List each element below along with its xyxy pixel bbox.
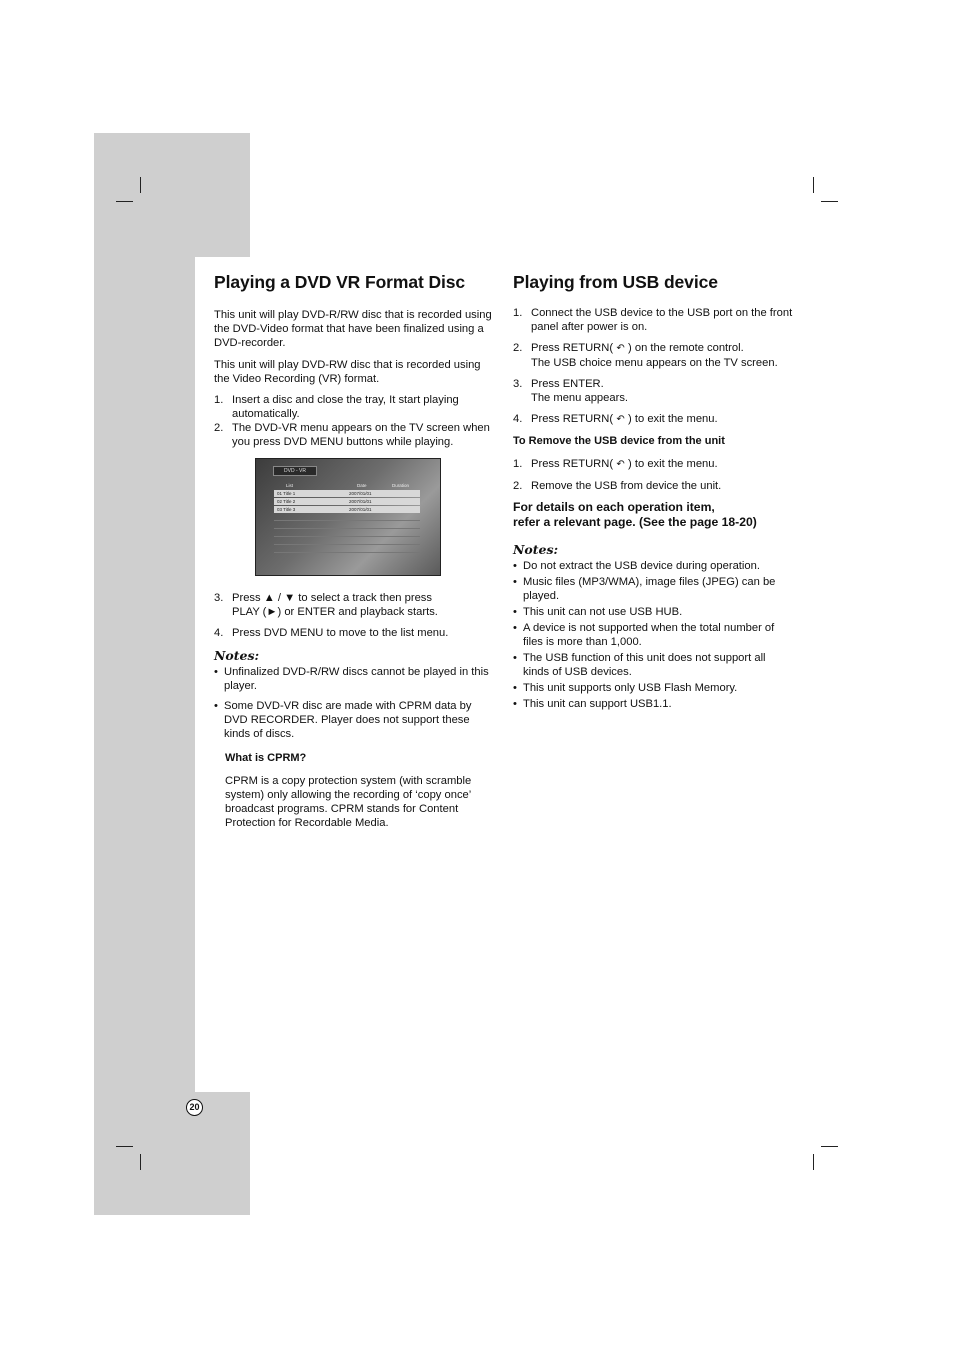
crop-mark bbox=[140, 1154, 141, 1170]
menu-row bbox=[274, 498, 420, 505]
step-number: 3. bbox=[513, 378, 523, 390]
step-text: Press ENTER. bbox=[531, 378, 604, 390]
step-number: 1. bbox=[214, 394, 224, 406]
crop-mark bbox=[813, 177, 814, 193]
step-text: Press ▲ / ▼ to select a track then press bbox=[232, 592, 432, 604]
return-arrow-icon: ↶ bbox=[616, 414, 625, 425]
note-item: • Music files (MP3/WMA), image files (JPEG) can be played. bbox=[513, 575, 793, 603]
row-title: 01 Title 1 bbox=[277, 491, 296, 496]
note-item: • Unfinalized DVD-R/RW discs cannot be played in this player. bbox=[214, 665, 496, 693]
step-text: The DVD-VR menu appears on the TV screen when you press DVD MENU buttons while playing. bbox=[232, 422, 490, 448]
note-item: • This unit can support USB1.1. bbox=[513, 697, 793, 711]
step-number: 2. bbox=[513, 342, 523, 354]
step-number: 3. bbox=[214, 592, 224, 604]
empty-row-divider bbox=[274, 536, 420, 537]
empty-row-divider bbox=[274, 552, 420, 553]
side-band-bottom bbox=[94, 1092, 250, 1215]
side-band-middle bbox=[94, 257, 195, 1093]
cprm-paragraph: CPRM is a copy protection system (with scramble system) only allowing the recording of ‘copy once’ broadcast programs. CPRM stands for Content Protection for Recordable Media. bbox=[225, 775, 472, 829]
step-text: Remove the USB from device the unit. bbox=[531, 480, 722, 492]
cprm-heading: What is CPRM? bbox=[225, 752, 307, 764]
step-item bbox=[513, 457, 793, 472]
crop-mark bbox=[116, 1146, 133, 1147]
step-number: 4. bbox=[214, 627, 224, 639]
step-text: Press RETURN( bbox=[531, 458, 614, 470]
step-text: Insert a disc and close the tray, It start playing automatically. bbox=[232, 394, 459, 420]
row-date: 2007/01/01 bbox=[349, 507, 372, 512]
notes-heading: Notes: bbox=[513, 542, 559, 557]
step-item bbox=[513, 377, 793, 405]
step-text: The USB choice menu appears on the TV screen. bbox=[531, 357, 778, 369]
intro-paragraph: This unit will play DVD-R/RW disc that is recorded using the DVD-Video format that have been finalized using a DVD-recorder. bbox=[214, 309, 492, 349]
step-text: The menu appears. bbox=[531, 392, 629, 404]
notes-heading: Notes: bbox=[214, 648, 260, 663]
note-item: • This unit supports only USB Flash Memory. bbox=[513, 681, 793, 695]
menu-tag: DVD - VR bbox=[273, 466, 317, 476]
crop-mark bbox=[140, 177, 141, 193]
step-text: Connect the USB device to the USB port on the front panel after power is on. bbox=[531, 307, 793, 333]
step-number: 1. bbox=[513, 307, 523, 319]
duration-column-header: Duration bbox=[392, 483, 410, 488]
dvd-vr-menu-screenshot bbox=[255, 458, 441, 576]
step-text: Press RETURN( bbox=[531, 342, 614, 354]
step-text: PLAY (►) or ENTER and playback starts. bbox=[232, 606, 438, 618]
remove-usb-heading: To Remove the USB device from the unit bbox=[513, 435, 725, 447]
row-title: 03 Title 3 bbox=[277, 507, 296, 512]
return-arrow-icon: ↶ bbox=[616, 343, 625, 354]
details-note bbox=[513, 500, 793, 530]
empty-row-divider bbox=[274, 520, 420, 521]
note-item: • Some DVD-VR disc are made with CPRM data by DVD RECORDER. Player does not support these kinds of discs. bbox=[214, 699, 496, 741]
crop-mark bbox=[813, 1154, 814, 1170]
note-item: • The USB function of this unit does not support all kinds of USB devices. bbox=[513, 651, 793, 679]
step-number: 1. bbox=[513, 458, 523, 470]
right-column bbox=[513, 268, 793, 713]
section-title-usb: Playing from USB device bbox=[513, 272, 718, 292]
step-text: ) to exit the menu. bbox=[628, 413, 718, 425]
section-title-dvd-vr: Playing a DVD VR Format Disc bbox=[214, 272, 466, 292]
step-item bbox=[214, 591, 496, 619]
menu-row bbox=[274, 506, 420, 513]
row-date: 2007/01/01 bbox=[349, 499, 372, 504]
step-number: 2. bbox=[214, 422, 224, 434]
row-title: 02 Title 2 bbox=[277, 499, 296, 504]
step-item bbox=[513, 479, 793, 493]
side-band-top bbox=[94, 133, 250, 257]
step-item bbox=[513, 306, 793, 334]
crop-mark bbox=[821, 201, 838, 202]
row-date: 2007/01/01 bbox=[349, 491, 372, 496]
empty-row-divider bbox=[274, 528, 420, 529]
menu-row bbox=[274, 490, 420, 497]
crop-mark bbox=[821, 1146, 838, 1147]
step-item bbox=[214, 393, 496, 421]
step-text: Press DVD MENU to move to the list menu. bbox=[232, 627, 449, 639]
note-item: • Do not extract the USB device during operation. bbox=[513, 559, 793, 573]
page-number: 20 bbox=[186, 1099, 203, 1116]
left-column bbox=[214, 268, 496, 838]
step-item bbox=[214, 626, 496, 640]
date-column-header: Date bbox=[357, 483, 367, 488]
menu-header bbox=[274, 483, 420, 490]
details-line: refer a relevant page. (See the page 18-20) bbox=[513, 515, 757, 529]
step-text: ) to exit the menu. bbox=[628, 458, 718, 470]
step-item bbox=[513, 412, 793, 427]
note-item: • This unit can not use USB HUB. bbox=[513, 605, 793, 619]
step-item bbox=[513, 341, 793, 370]
return-arrow-icon: ↶ bbox=[616, 459, 625, 470]
list-column-header: List bbox=[286, 483, 294, 488]
details-line: For details on each operation item, bbox=[513, 500, 715, 514]
step-text: Press RETURN( bbox=[531, 413, 614, 425]
step-number: 4. bbox=[513, 413, 523, 425]
crop-mark bbox=[116, 201, 133, 202]
step-number: 2. bbox=[513, 480, 523, 492]
intro-paragraph: This unit will play DVD-RW disc that is recorded using the Video Recording (VR) format. bbox=[214, 359, 481, 385]
note-item: • A device is not supported when the total number of files is more than 1,000. bbox=[513, 621, 793, 649]
step-item bbox=[214, 421, 496, 449]
step-text: ) on the remote control. bbox=[628, 342, 744, 354]
empty-row-divider bbox=[274, 544, 420, 545]
